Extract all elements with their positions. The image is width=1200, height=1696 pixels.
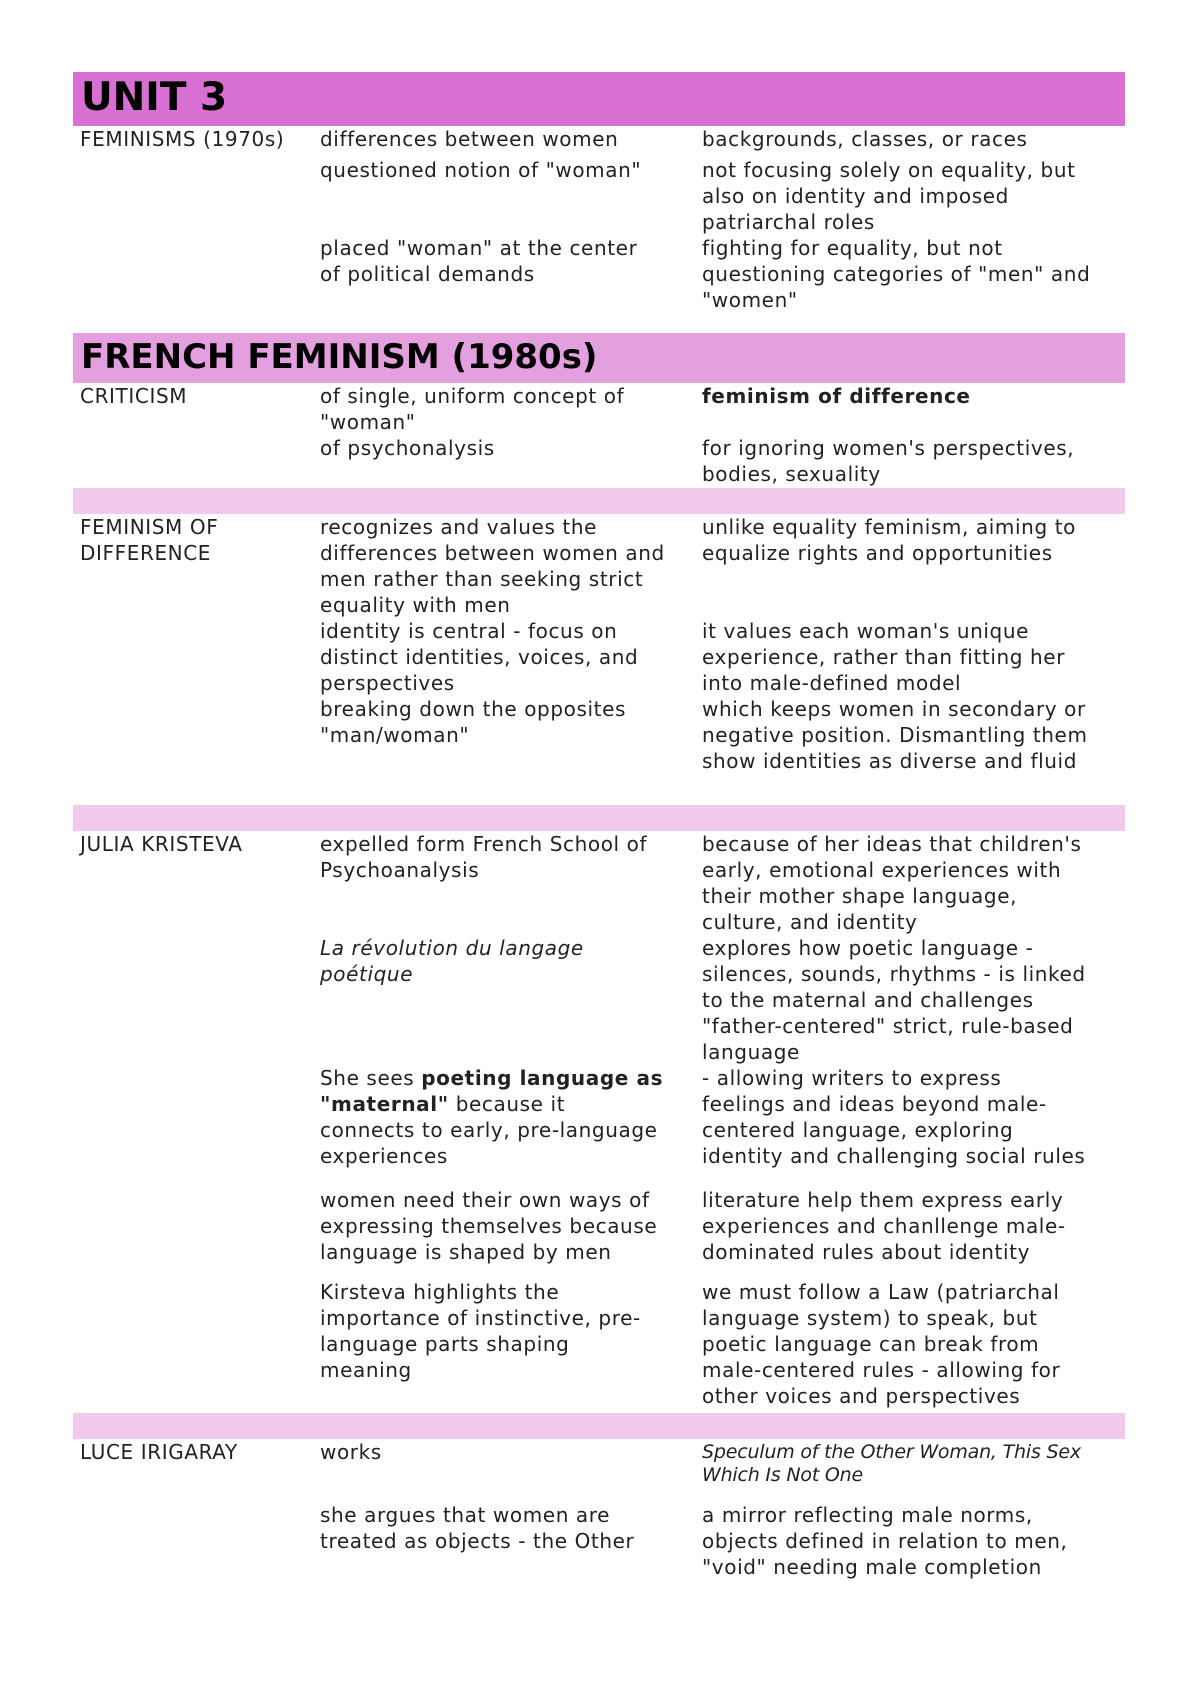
french-feminism-header	[73, 333, 1125, 383]
difference-mid-2: identity is central - focus on distinct identities, voices, and perspectives	[320, 619, 639, 695]
kristeva-empty-3	[73, 1065, 311, 1187]
french-feminism-title: FRENCH FEMINISM (1980s)	[81, 337, 598, 377]
kristeva-empty-4	[73, 1187, 311, 1279]
notes-table	[73, 72, 1125, 1582]
unit-title: UNIT 3	[81, 75, 228, 120]
kristeva-mid-3	[311, 1065, 695, 1187]
irigaray-works-titles: Speculum of the Other Woman, This Sex Which Is Not One	[702, 1441, 1081, 1486]
kristeva-mid-3-c: because it connects to early, pre-language experiences	[320, 1092, 658, 1168]
feminisms-right-2: not focusing solely on equality, but also on identity and imposed patriarchal roles	[702, 158, 1076, 234]
kristeva-empty-2	[73, 935, 311, 1065]
irigaray-section	[73, 1439, 1125, 1582]
criticism-right-2: for ignoring women's perspectives, bodies, sexuality	[702, 436, 1075, 486]
kristeva-mid-2: La révolution du langage poétique	[320, 936, 584, 986]
difference-mid-1: recognizes and values the differences between women and men rather than seeking strict equality with men	[320, 515, 665, 617]
irigaray-empty-2	[73, 1502, 311, 1582]
difference-right-3: which keeps women in secondary or negative position. Dismantling them show identities as diverse and fluid	[702, 697, 1088, 773]
kristeva-mid-3-a: She sees	[320, 1066, 422, 1090]
irigaray-label: LUCE IRIGARAY	[80, 1440, 238, 1464]
feminisms-empty-2	[73, 157, 311, 235]
feminisms-section	[73, 126, 1125, 333]
feminisms-mid-3: placed "woman" at the center of political demands	[320, 236, 638, 286]
criticism-section	[73, 383, 1125, 488]
kristeva-section	[73, 831, 1125, 1413]
feminisms-right-3: fighting for equality, but not questioning categories of "men" and "women"	[702, 236, 1091, 312]
criticism-right-1: feminism of difference	[702, 384, 971, 408]
irigaray-mid-2: she argues that women are treated as objects - the Other	[320, 1503, 635, 1553]
difference-right-2: it values each woman's unique experience, rather than fitting her into male-defined model	[702, 619, 1066, 695]
difference-empty-2	[73, 618, 311, 696]
kristeva-empty-5	[73, 1279, 311, 1413]
section-divider	[73, 1413, 1125, 1439]
feminisms-mid-2: questioned notion of "woman"	[320, 158, 642, 182]
criticism-label: CRITICISM	[80, 384, 188, 408]
kristeva-right-3: - allowing writers to express feelings and ideas beyond male- centered language, exploring identity and challenging social rules	[702, 1066, 1086, 1168]
irigaray-right-2: a mirror reflecting male norms, objects defined in relation to men, "void" needing male completion	[702, 1503, 1068, 1579]
section-divider	[73, 488, 1125, 514]
irigaray-mid-1: works	[320, 1440, 382, 1464]
kristeva-mid-3-bold: poeting language as "maternal"	[320, 1066, 664, 1116]
kristeva-label: JULIA KRISTEVA	[80, 832, 243, 856]
feminisms-mid-1: differences between women	[320, 127, 619, 151]
criticism-mid-2: of psychonalysis	[320, 436, 495, 460]
kristeva-right-5: we must follow a Law (patriarchal language system) to speak, but poetic language can break from male-centered rules - allowing for other voices and perspectives	[702, 1280, 1061, 1408]
feminisms-label: FEMINISMS (1970s)	[80, 127, 285, 151]
difference-label: FEMINISM OF DIFFERENCE	[80, 515, 219, 565]
feminisms-empty-3	[73, 235, 311, 333]
difference-empty-3	[73, 696, 311, 805]
kristeva-right-4: literature help them express early experiences and chanllenge male- dominated rules about identity	[702, 1188, 1066, 1264]
difference-section	[73, 514, 1125, 805]
criticism-mid-1: of single, uniform concept of "woman"	[320, 384, 625, 434]
kristeva-right-1: because of her ideas that children's early, emotional experiences with their mother shape language, culture, and identity	[702, 832, 1082, 934]
section-divider	[73, 805, 1125, 831]
criticism-empty-2	[73, 435, 311, 488]
kristeva-mid-1: expelled form French School of Psychoanalysis	[320, 832, 648, 882]
kristeva-right-2: explores how poetic language - silences, sounds, rhythms - is linked to the maternal and challenges "father-centered" strict, rule-based language	[702, 936, 1086, 1064]
kristeva-mid-4: women need their own ways of expressing themselves because language is shaped by men	[320, 1188, 658, 1264]
kristeva-mid-5: Kirsteva highlights the importance of instinctive, pre- language parts shaping meaning	[320, 1280, 641, 1382]
difference-right-1: unlike equality feminism, aiming to equalize rights and opportunities	[702, 515, 1076, 565]
unit-header	[73, 72, 1125, 126]
difference-mid-3: breaking down the opposites "man/woman"	[320, 697, 627, 747]
feminisms-right-1: backgrounds, classes, or races	[702, 127, 1028, 151]
